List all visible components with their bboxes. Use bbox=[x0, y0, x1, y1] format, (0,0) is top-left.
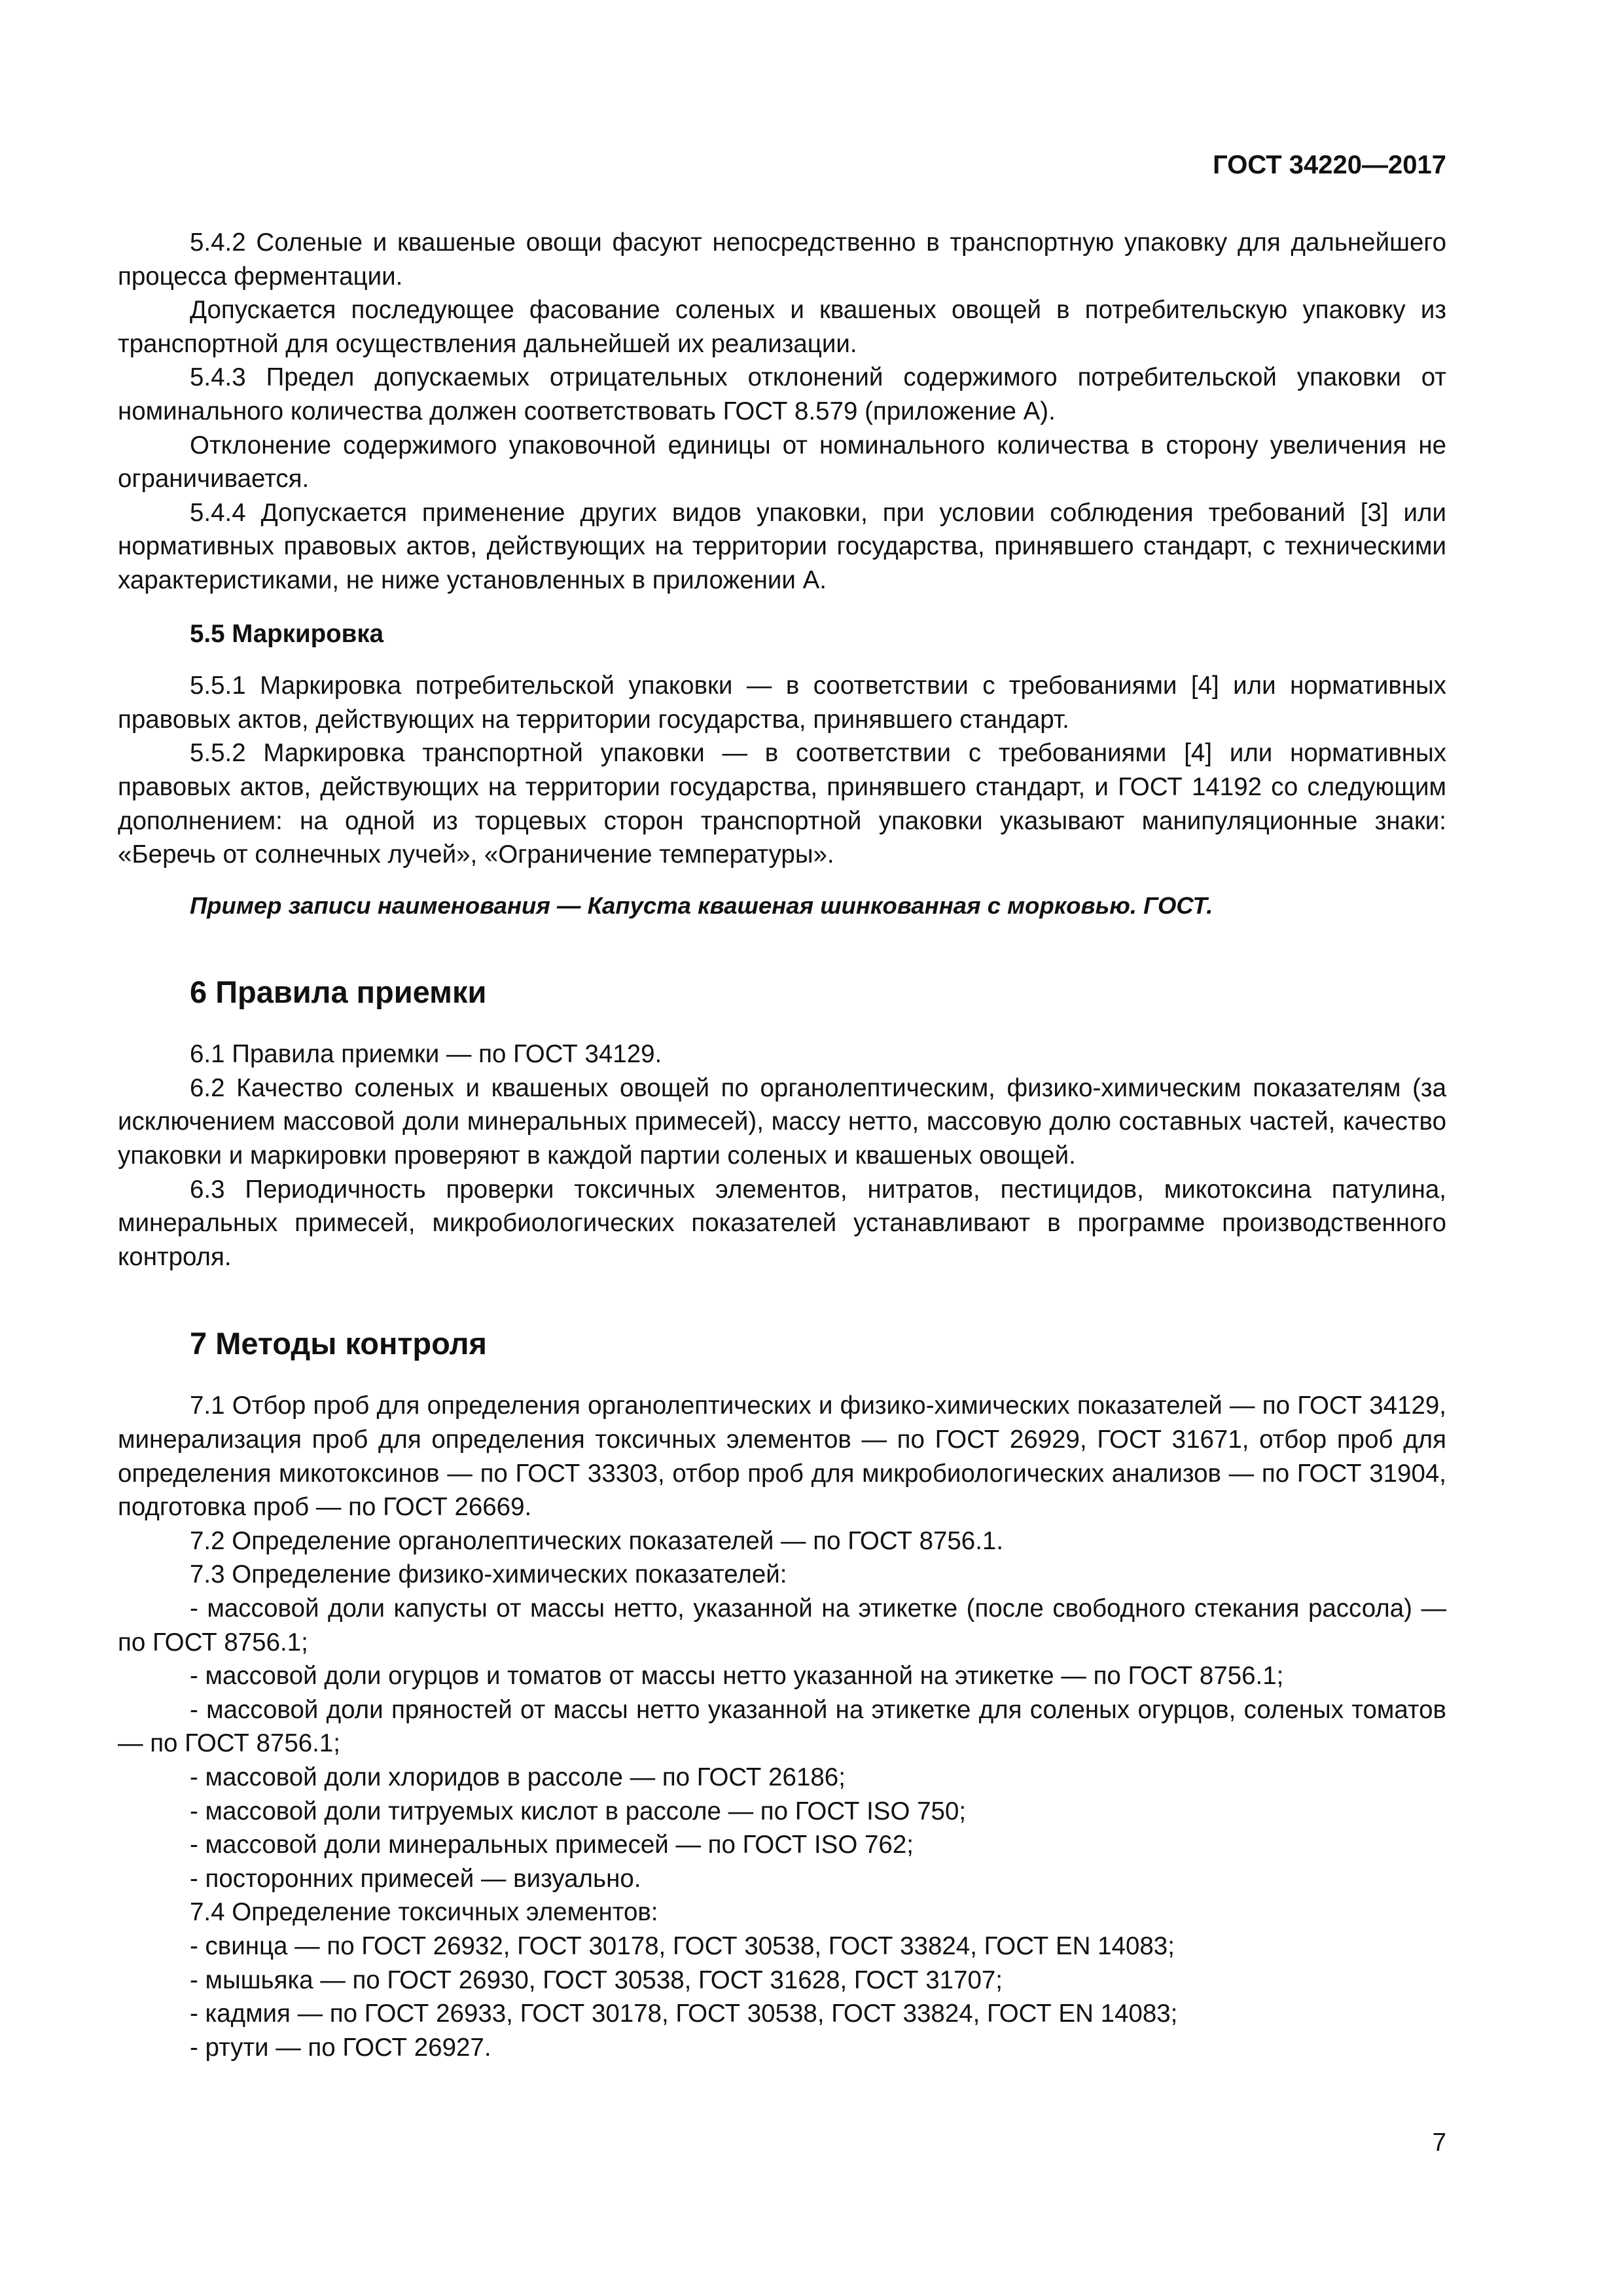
paragraph-5-4-2-note: Допускается последующее фасование соленых и квашеных овощей в потребительскую упаковку из транспортной для осуществления дальнейшей их реализации. bbox=[118, 296, 1446, 358]
list-item-cadmium: - кадмия — по ГОСТ 26933, ГОСТ 30178, ГОСТ 30538, ГОСТ 33824, ГОСТ EN 14083; bbox=[190, 2000, 1178, 2028]
paragraph-5-4-2: 5.4.2 Соленые и квашеные овощи фасуют непосредственно в транспортную упаковку для дальнейшего процесса ферментации. bbox=[118, 228, 1446, 291]
section-heading-6: 6 Правила приемки bbox=[190, 975, 487, 1010]
paragraph-7-4: 7.4 Определение токсичных элементов: bbox=[190, 1898, 658, 1927]
paragraph-5-4-3-note: Отклонение содержимого упаковочной единицы от номинального количества в сторону увеличения не ограничивается. bbox=[118, 431, 1446, 493]
list-item-cucumbers-tomatoes: - массовой доли огурцов и томатов от массы нетто указанной на этикетке — по ГОСТ 8756.1; bbox=[190, 1662, 1284, 1691]
list-item-chlorides: - массовой доли хлоридов в рассоле — по ГОСТ 26186; bbox=[190, 1763, 846, 1791]
list-item-mineral-impurities: - массовой доли минеральных примесей — по ГОСТ ISO 762; bbox=[190, 1831, 914, 1859]
paragraph-5-5-2: 5.5.2 Маркировка транспортной упаковки — в соответствии с требованиями [4] или нормативных правовых актов, действующих на территории государства, принявшего стандарт, и ГОСТ 14192 со следующим дополнением: на одной из торцевых сторон транспортной упаковки указывают манипуляционные знаки: «Беречь от солнечных лучей», «Ограничение температуры». bbox=[118, 739, 1446, 869]
list-item-acids: - массовой доли титруемых кислот в рассоле — по ГОСТ ISO 750; bbox=[190, 1797, 967, 1825]
paragraph-7-3: 7.3 Определение физико-химических показателей: bbox=[190, 1560, 787, 1589]
paragraph-5-4-3: 5.4.3 Предел допускаемых отрицательных отклонений содержимого потребительской упаковки от номинального количества должен соответствовать ГОСТ 8.579 (приложение А). bbox=[118, 363, 1446, 425]
paragraph-6-2: 6.2 Качество соленых и квашеных овощей по органолептическим, физико-химическим показателям (за исключением массовой доли минеральных примесей), массу нетто, массовую долю составных частей, качество упаковки и маркировки проверяют в каждой партии соленых и квашеных овощей. bbox=[118, 1073, 1446, 1170]
paragraph-7-1: 7.1 Отбор проб для определения органолептических и физико-химических показателей — по ГОСТ 34129, минерализация проб для определения токсичных элементов — по ГОСТ 26929, ГОСТ 31671, отбор проб для определения микотоксинов — по ГОСТ 33303, отбор проб для микробиологических анализов — по ГОСТ 31904, подготовка проб — по ГОСТ 26669. bbox=[118, 1391, 1446, 1522]
paragraph-6-3: 6.3 Периодичность проверки токсичных элементов, нитратов, пестицидов, микотоксина патулина, минеральных примесей, микробиологических показателей устанавливают в программе производственного контроля. bbox=[118, 1175, 1446, 1271]
document-body bbox=[118, 226, 1446, 2064]
paragraph-6-1: 6.1 Правила приемки — по ГОСТ 34129. bbox=[190, 1040, 662, 1069]
subsection-heading-5-5: 5.5 Маркировка bbox=[190, 619, 384, 648]
list-item-mercury: - ртути — по ГОСТ 26927. bbox=[190, 2033, 491, 2062]
section-heading-7: 7 Методы контроля bbox=[190, 1326, 487, 1361]
paragraph-7-2: 7.2 Определение органолептических показателей — по ГОСТ 8756.1. bbox=[190, 1526, 1004, 1555]
page-number: 7 bbox=[1432, 2128, 1446, 2157]
list-item-arsenic: - мышьяка — по ГОСТ 26930, ГОСТ 30538, ГОСТ 31628, ГОСТ 31707; bbox=[190, 1965, 1003, 1994]
document-header-standard: ГОСТ 34220—2017 bbox=[1213, 151, 1446, 179]
list-item-spices: - массовой доли пряностей от массы нетто указанной на этикетке для соленых огурцов, соленых томатов — по ГОСТ 8756.1; bbox=[118, 1695, 1446, 1758]
list-item-foreign-impurities: - посторонних примесей — визуально. bbox=[190, 1864, 641, 1893]
list-item-cabbage: - массовой доли капусты от массы нетто, указанной на этикетке (после свободного стекания рассола) — по ГОСТ 8756.1; bbox=[118, 1594, 1446, 1657]
list-item-lead: - свинца — по ГОСТ 26932, ГОСТ 30178, ГОСТ 30538, ГОСТ 33824, ГОСТ EN 14083; bbox=[190, 1931, 1175, 1960]
paragraph-5-5-1: 5.5.1 Маркировка потребительской упаковки — в соответствии с требованиями [4] или нормативных правовых актов, действующих на территории государства, принявшего стандарт. bbox=[118, 672, 1446, 734]
paragraph-5-4-4: 5.4.4 Допускается применение других видов упаковки, при условии соблюдения требований [3] или нормативных правовых актов, действующих на территории государства, принявшего стандарт, с техническими характеристиками, не ниже установленных в приложении А. bbox=[118, 498, 1446, 594]
example-note: Пример записи наименования — Капуста квашеная шинкованная с морковью. ГОСТ. bbox=[190, 891, 1213, 919]
